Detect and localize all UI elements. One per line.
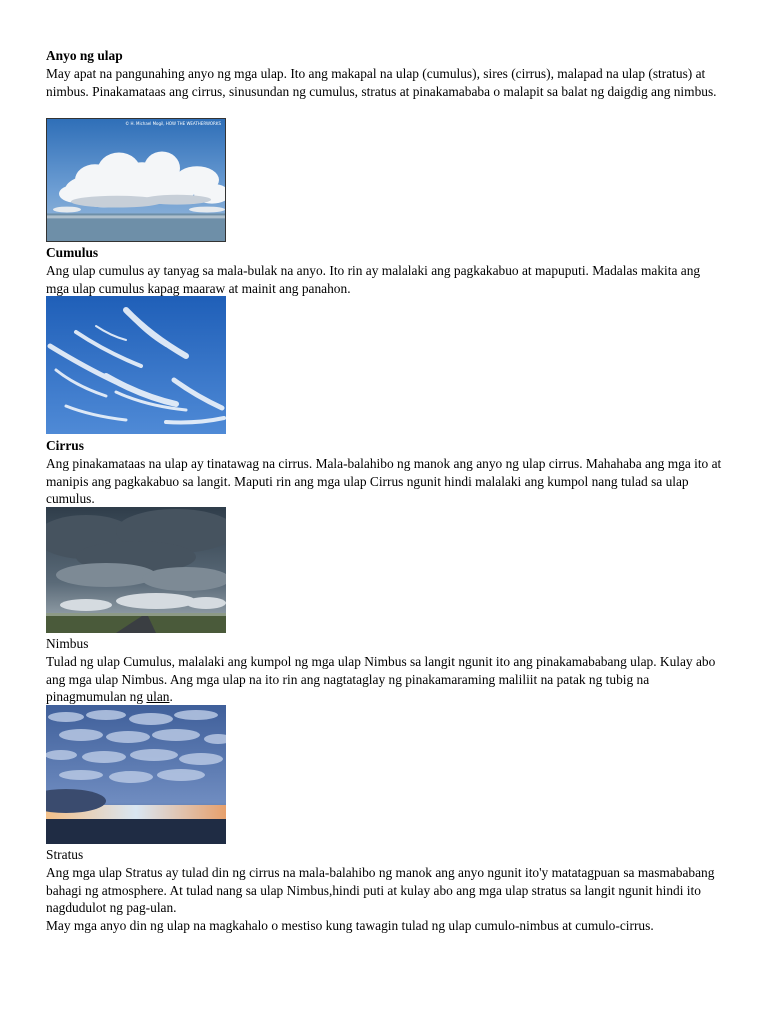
closing-paragraph: May mga anyo din ng ulap na magkahalo o mestiso kung tawagin tulad ng ulap cumulo-nimbus at cumulo-cirrus.: [46, 918, 654, 933]
cumulus-photo-art: [47, 119, 226, 241]
stratus-paragraph: Ang mga ulap Stratus ay tulad din ng cirrus na mala-balahibo ng manok ang anyo ngunit ito'y matatagpuan sa masmababang bahagi ng atmosphere. At tulad nang sa ulap Nimbus,hindi puti at kulay abo ang mga ulap stratus sa langit ngunit hindi ito nagdudulot ng pag-ulan.: [46, 865, 715, 916]
ulan-link[interactable]: ulan: [146, 689, 170, 705]
nimbus-photo-art: [46, 507, 226, 633]
heading-nimbus: Nimbus: [46, 636, 89, 651]
cumulus-cloud-photo: [46, 118, 226, 242]
cirrus-photo-art: [46, 296, 226, 434]
cumulus-paragraph: Ang ulap cumulus ay tanyag sa mala-bulak na anyo. Ito rin ay malalaki ang pagkakabuo at mapuputi. Madalas makita ang mga ulap cumulus kapag maaraw at mainit ang panahon.: [46, 263, 701, 296]
stratus-cloud-photo: [46, 705, 226, 844]
nimbus-cloud-photo: [46, 507, 226, 633]
nimbus-paragraph-end: .: [169, 689, 173, 705]
heading-cumulus: Cumulus: [46, 245, 99, 260]
nimbus-paragraph: [46, 653, 726, 706]
stratus-photo-art: [46, 705, 226, 844]
nimbus-paragraph-text: Tulad ng ulap Cumulus, malalaki ang kumpol ng mga ulap Nimbus sa langit ngunit ito ang pinakamababang ulap. Kulay abo ang mga ulap Nimbus. Ang mga ulap na ito rin ang nagtataglay ng pinakamaraming maliliit na patak ng tubig na pinagmumulan ng: [46, 654, 716, 705]
cirrus-paragraph: Ang pinakamataas na ulap ay tinatawag na cirrus. Mala-balahibo ng manok ang anyo ng ulap cirrus. Mahahaba ang mga ito at manipis ang pagkakabuo sa langit. Maputi rin ang mga ulap Cirrus ngunit hindi malalaki ang kumpol nang tulad sa ulap cumulus.: [46, 456, 722, 507]
cumulus-photo-credit: © H. Michael Mogil, HOW THE WEATHERWORKS: [125, 121, 221, 126]
heading-cirrus: Cirrus: [46, 438, 84, 453]
heading-anyo-ng-ulap: Anyo ng ulap: [46, 48, 123, 63]
intro-paragraph: May apat na pangunahing anyo ng mga ulap. Ito ang makapal na ulap (cumulus), sires (cirrus), malapad na ulap (stratus) at nimbus. Pinakamataas ang cirrus, sinusundan ng cumulus, stratus at pinakamababa o malapit sa balat ng daigdig ang nimbus.: [46, 66, 717, 99]
heading-stratus: Stratus: [46, 847, 84, 862]
cirrus-cloud-photo: [46, 296, 226, 434]
